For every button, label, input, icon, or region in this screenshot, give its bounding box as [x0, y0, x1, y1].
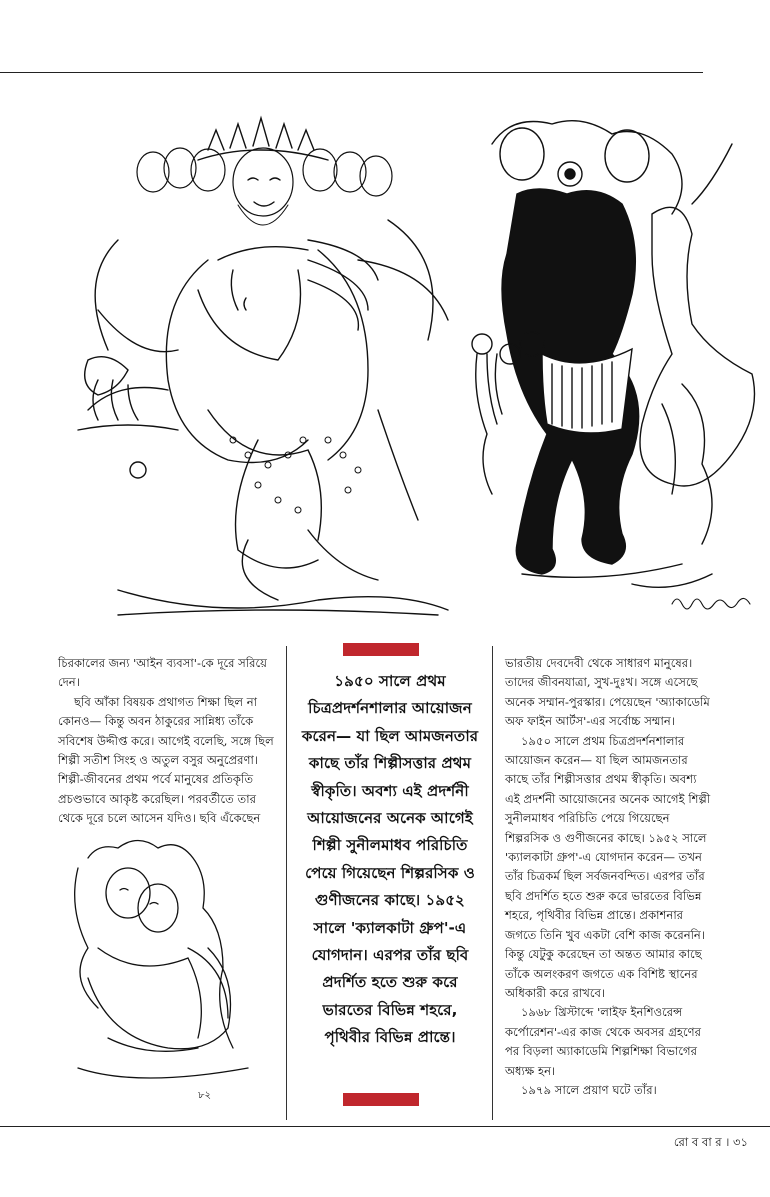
paragraph: ১৯৫০ সালে প্রথম চিত্রপ্রদর্শনশালার আয়োজন করেন— যা ছিল আমজনতার কাছে তাঁর শিল্পীসত্তার প্রথম স্বীকৃতি। অবশ্য এই প্রদর্শনী আয়োজনের অনেক আগেই শিল্পী সুনীলমাধব পরিচিতি পেয়ে গিয়েছেন শিল্পরসিক ও গুণীজনের কাছে। ১৯৫২ সালে 'ক্যালকাটা গ্রুপ'-এ যোগদান করেন— তখন তাঁর চিত্রকর্ম ছিল সর্বজনবন্দিত। এরপর তাঁর ছবি প্রদর্শিত হতে শুরু করে ভারতের বিভিন্ন শহরে, পৃথিবীর বিভিন্ন প্রান্তে। প্রকাশনার জগতে তিনি খুব একটা বেশি কাজ করেননি। কিন্তু যেটুকু করেছেন তা অন্তত আমার কাছে তাঁকে অলংকরণ জগতে এক বিশিষ্ট স্থানের অধিকারী করে রাখবে। — [505, 733, 711, 1000]
ravana-sita-illustration — [58, 110, 468, 622]
pull-quote-bottom-bar — [343, 1093, 419, 1106]
paragraph: ১৯৭৯ সালে প্রয়াণ ঘটে তাঁর। — [521, 1082, 657, 1097]
paragraph: চিরকালের জন্য 'আইন ব্যবসা'-কে দূরে সরিয়ে দেন। — [58, 656, 268, 690]
column-rule-right — [492, 646, 493, 1120]
sketch-number-mark: ৮২ — [198, 1090, 211, 1101]
paragraph: ১৯৬৮ খ্রিস্টাব্দে 'লাইফ ইনশিওরেন্স কর্পোরেশন'-এর কাজ থেকে অবসর গ্রহণের পর বিড়লা অ্যাকাডেমি শিল্পশিক্ষা বিভাগের অধ্যক্ষ হন। — [505, 1005, 702, 1078]
paragraph: ছবি আঁকা বিষয়ক প্রথাগত শিক্ষা ছিল না কোনও— কিন্তু অবন ঠাকুরের সান্নিধ্য তাঁকে সবিশেষ উদ্দীপ্ত করে। আগেই বলেছি, সঙ্গে ছিল শিল্পী সতীশ সিংহ ও অতুল বসুর অনুপ্রেরণা। শিল্পী-জীবনের প্রথম পর্বে মানুষের প্রতিকৃতি প্রচণ্ডভাবে আকৃষ্ট করেছিল। পরবর্তীতে তার থেকে দূরে চলে আসেন যদিও। ছবি এঁকেছেন — [58, 694, 274, 826]
demon-swan-illustration — [462, 104, 762, 626]
pull-quote-top-bar — [343, 643, 419, 656]
paragraph: ভারতীয় দেবদেবী থেকে সাধারণ মানুষের। তাদের জীবনযাত্রা, সুখ-দুঃখ। সঙ্গে এসেছে অনেক সম্মান-পুরস্কার। পেয়েছেন 'অ্যাকাডেমি অফ ফাইন আর্টস'-এর সর্বোচ্চ সম্মান। — [505, 656, 710, 729]
footer-rule — [0, 1126, 770, 1127]
pull-quote: ১৯৫০ সালে প্রথম চিত্রপ্রদর্শনশালার আয়োজন করেন— যা ছিল আমজনতার কাছে তাঁর শিল্পীসত্তার প্রথম স্বীকৃতি। অবশ্য এই প্রদর্শনী আয়োজনের অনেক আগেই শিল্পী সুনীলমাধব পরিচিতি পেয়ে গিয়েছেন শিল্পরসিক ও গুণীজনের কাছে। ১৯৫২ সালে 'ক্যালকাটা গ্রুপ'-এ যোগদান। এরপর তাঁর ছবি প্রদর্শিত হতে শুরু করে ভারতের বিভিন্ন শহরে, পৃথিবীর বিভিন্ন প্রান্তে। — [301, 672, 479, 1047]
page-folio: রো ব বা র । ৩১ — [673, 1135, 748, 1149]
right-text-column — [505, 654, 713, 1100]
column-rule-left — [286, 646, 287, 1120]
header-rule — [0, 72, 703, 73]
embrace-sketch-illustration — [58, 838, 270, 1106]
left-text-column — [58, 654, 276, 829]
